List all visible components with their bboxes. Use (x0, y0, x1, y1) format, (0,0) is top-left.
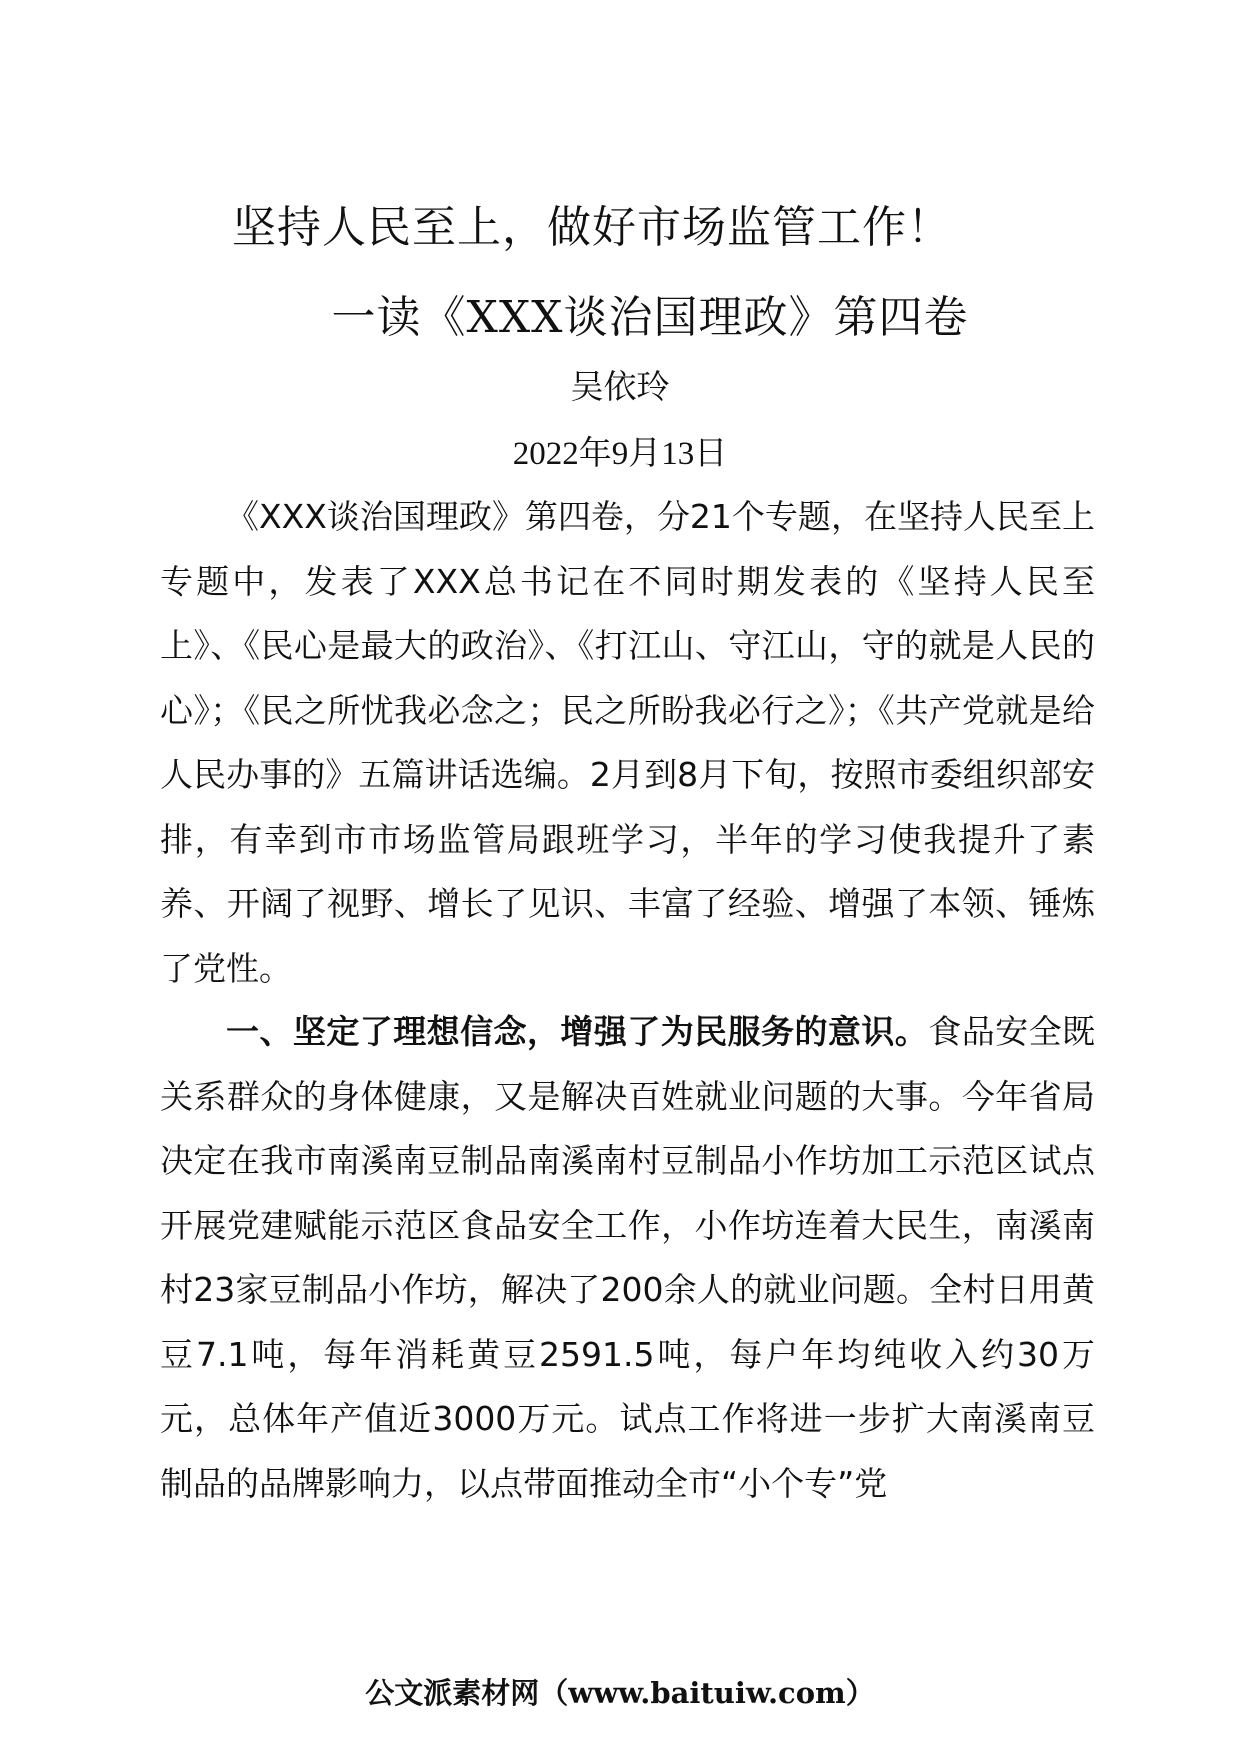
document-subtitle: 一读《XXX谈治国理政》第四卷 (331, 292, 969, 343)
footer-watermark: 公文派素材网（www.baituiw.com） (365, 1676, 875, 1710)
author-name: 吴依玲 (570, 367, 670, 406)
paragraph-section-one (160, 1000, 1095, 1516)
document-date: 2022年9月13日 (512, 436, 728, 472)
section-body-text: 食品安全既关系群众的身体健康，又是解决百姓就业问题的大事。今年省局决定在我市南溪南豆制品南溪南村豆制品小作坊加工示范区试点开展党建赋能示范区食品安全工作，小作坊连着大民生，南溪南村23家豆制品小作坊，解决了200余人的就业问题。全村日用黄豆7.1吨，每年消耗黄豆2591.5吨，每户年均纯收入约30万元，总体年产值近3000万元。试点工作将进一步扩大南溪南豆制品的品牌影响力，以点带面推动全市“小个专”党 (160, 1012, 1096, 1503)
section-heading: 一、坚定了理想信念，增强了为民服务的意识。 (226, 1012, 929, 1051)
paragraph-intro: 《XXX谈治国理政》第四卷，分21个专题，在坚持人民至上专题中，发表了XXX总书记在不同时期发表的《坚持人民至上》、《民心是最大的政治》、《打江山、守江山，守的就是人民的心》；《民之所忧我必念之；民之所盼我必行之》；《共产党就是给人民办事的》五篇讲话选编。2月到8月下旬，按照市委组织部安排，有幸到市市场监管局跟班学习，半年的学习使我提升了素养、开阔了视野、增长了见识、丰富了经验、增强了本领、锤炼了党性。 (160, 497, 1095, 988)
document-title: 坚持人民至上，做好市场监管工作！ (232, 202, 952, 253)
